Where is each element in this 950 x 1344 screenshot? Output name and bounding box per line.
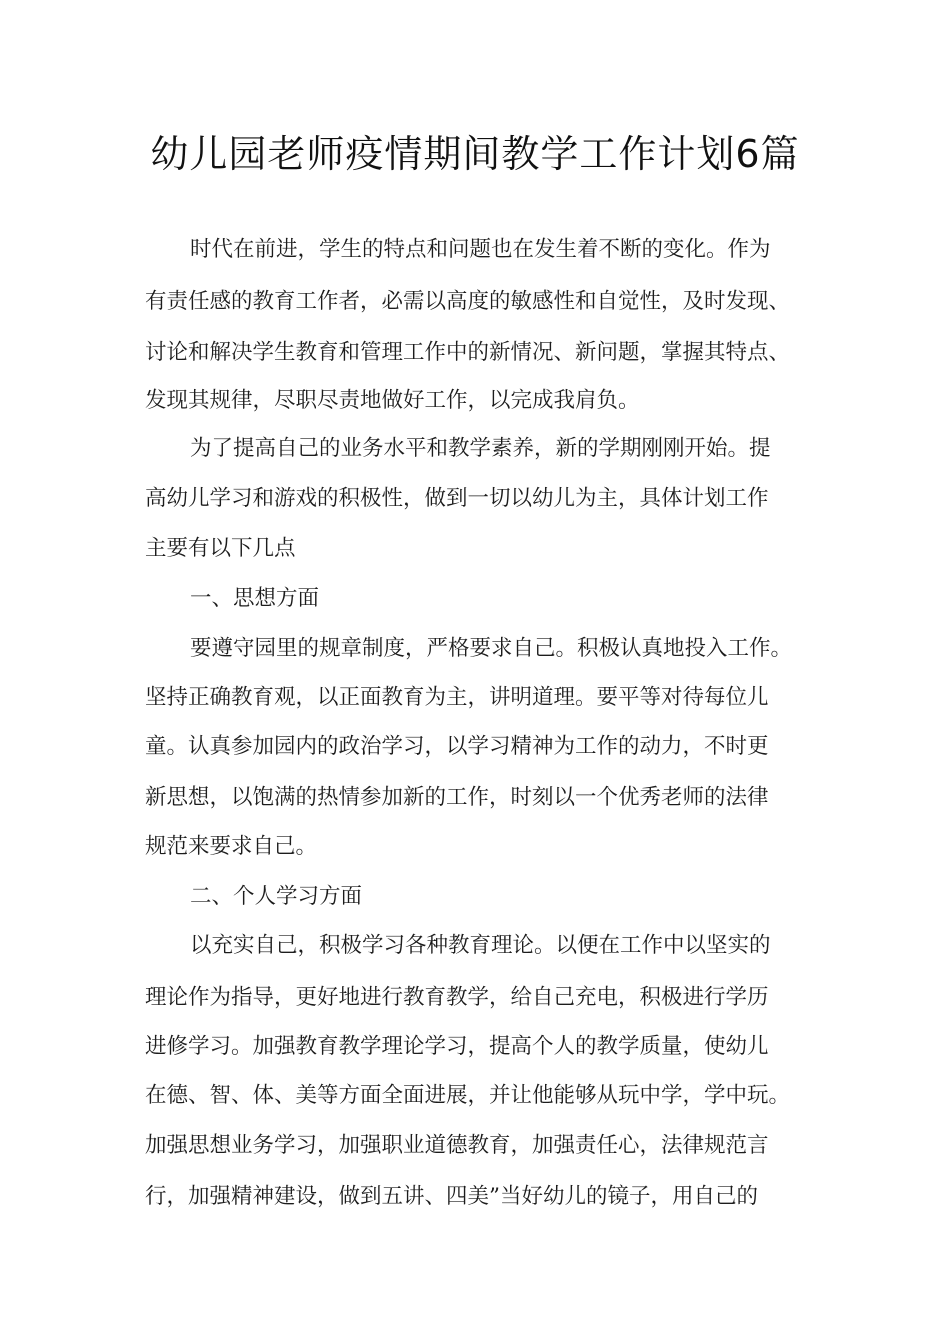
paragraph-line: 要遵守园里的规章制度，严格要求自己。积极认真地投入工作。 xyxy=(190,636,793,661)
paragraph-line: 在德、智、体、美等方面全面进展，并让他能够从玩中学，学中玩。 xyxy=(145,1083,791,1108)
paragraph-line: 进修学习。加强教育教学理论学习，提高个人的教学质量，使幼儿 xyxy=(145,1034,769,1059)
paragraph-line: 发现其规律，尽职尽责地做好工作，以完成我肩负。 xyxy=(145,388,640,413)
paragraph-line: 高幼儿学习和游戏的积极性，做到一切以幼儿为主，具体计划工作 xyxy=(145,486,769,511)
paragraph-line: 规范来要求自己。 xyxy=(145,834,318,859)
paragraph-line: 为了提高自己的业务水平和教学素养，新的学期刚刚开始。提 xyxy=(190,436,771,461)
paragraph-line: 理论作为指导，更好地进行教育教学，给自己充电，积极进行学历 xyxy=(145,985,769,1010)
paragraph-line: 加强思想业务学习，加强职业道德教育，加强责任心，法律规范言 xyxy=(145,1133,769,1158)
paragraph-line: 时代在前进，学生的特点和问题也在发生着不断的变化。作为 xyxy=(190,237,771,262)
document-title: 幼儿园老师疫情期间教学工作计划6篇 xyxy=(150,132,800,176)
section-heading: 二、个人学习方面 xyxy=(190,884,363,909)
paragraph-line: 有责任感的教育工作者，必需以高度的敏感性和自觉性，及时发现、 xyxy=(145,289,791,314)
paragraph-line: 讨论和解决学生教育和管理工作中的新情况、新问题，掌握其特点、 xyxy=(145,340,791,365)
paragraph-line: 以充实自己，积极学习各种教育理论。以便在工作中以坚实的 xyxy=(190,933,771,958)
paragraph-line: 行，加强精神建设，做到五讲、四美”当好幼儿的镜子，用自己的 xyxy=(145,1184,758,1209)
paragraph-line: 主要有以下几点 xyxy=(145,536,296,561)
paragraph-line: 新思想，以饱满的热情参加新的工作，时刻以一个优秀老师的法律 xyxy=(145,785,769,810)
section-heading: 一、思想方面 xyxy=(190,586,320,611)
paragraph-line: 童。认真参加园内的政治学习，以学习精神为工作的动力，不时更 xyxy=(145,734,769,759)
paragraph-line: 坚持正确教育观，以正面教育为主，讲明道理。要平等对待每位儿 xyxy=(145,685,769,710)
